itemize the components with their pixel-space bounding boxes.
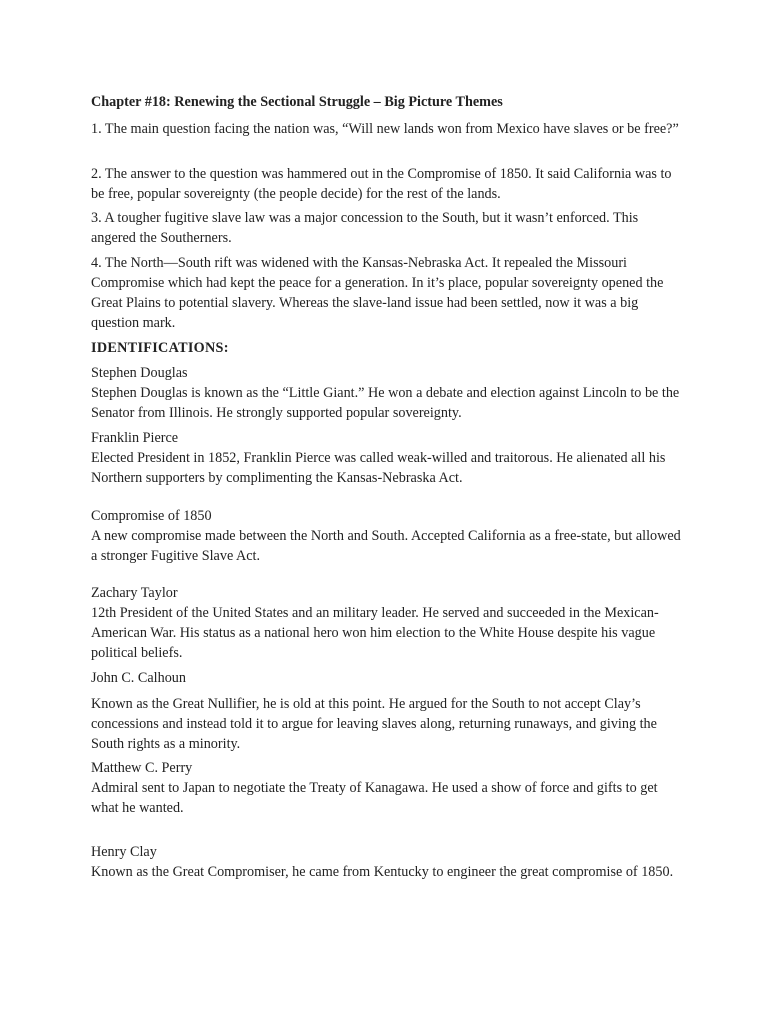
theme-2: 2. The answer to the question was hammered out in the Compromise of 1850. It said California was to be free, popular sovereignty (the people decide) for the rest of the lands.	[91, 166, 672, 202]
identification-description: Admiral sent to Japan to negotiate the Treaty of Kanagawa. He used a show of force and gifts to get what he wanted.	[91, 780, 658, 816]
identification-entry	[91, 506, 681, 566]
theme-3: 3. A tougher fugitive slave law was a major concession to the South, but it wasn’t enforced. This angered the Southerners.	[91, 210, 639, 246]
identification-entry	[91, 842, 681, 882]
identification-description: Elected President in 1852, Franklin Pierce was called weak-willed and traitorous. He alienated all his Northern supporters by complimenting the Kansas-Nebraska Act.	[91, 450, 666, 486]
identification-name: Franklin Pierce	[91, 430, 179, 446]
identifications-heading: IDENTIFICATIONS:	[91, 340, 229, 356]
identification-entry	[91, 363, 681, 423]
identification-name: Compromise of 1850	[91, 508, 212, 524]
identification-entry	[91, 668, 681, 754]
identification-name: Henry Clay	[91, 844, 157, 860]
identification-description: Stephen Douglas is known as the “Little Giant.” He won a debate and election against Lincoln to be the Senator from Illinois. He strongly supported popular sovereignty.	[91, 385, 680, 421]
identification-entry	[91, 758, 681, 818]
theme-1: 1. The main question facing the nation was, “Will new lands won from Mexico have slaves or be free?”	[91, 121, 679, 137]
identification-description: Known as the Great Nullifier, he is old at this point. He argued for the South to not accept Clay’s concessions and instead told it to argue for leaving slaves along, returning runaways, and giving the South rights as a minority.	[91, 696, 657, 752]
identification-name: John C. Calhoun	[91, 670, 186, 686]
identification-description: 12th President of the United States and an military leader. He served and succeeded in the Mexican-American War. His status as a national hero won him election to the White House despite his vague political beliefs.	[91, 605, 659, 661]
theme-4: 4. The North—South rift was widened with the Kansas-Nebraska Act. It repealed the Missouri Compromise which had kept the peace for a generation. In it’s place, popular sovereignty opened the Great Plains to potential slavery. Whereas the slave-land issue had been settled, now it was a big question mark.	[91, 255, 664, 331]
identification-description: A new compromise made between the North and South. Accepted California as a free-state, but allowed a stronger Fugitive Slave Act.	[91, 528, 681, 564]
chapter-title: Chapter #18: Renewing the Sectional Struggle – Big Picture Themes	[91, 94, 503, 110]
identification-name: Matthew C. Perry	[91, 760, 193, 776]
identification-description: Known as the Great Compromiser, he came from Kentucky to engineer the great compromise of 1850.	[91, 864, 674, 880]
identification-entry	[91, 583, 681, 663]
identification-name: Zachary Taylor	[91, 585, 178, 601]
identification-name: Stephen Douglas	[91, 365, 188, 381]
identification-entry	[91, 428, 681, 488]
